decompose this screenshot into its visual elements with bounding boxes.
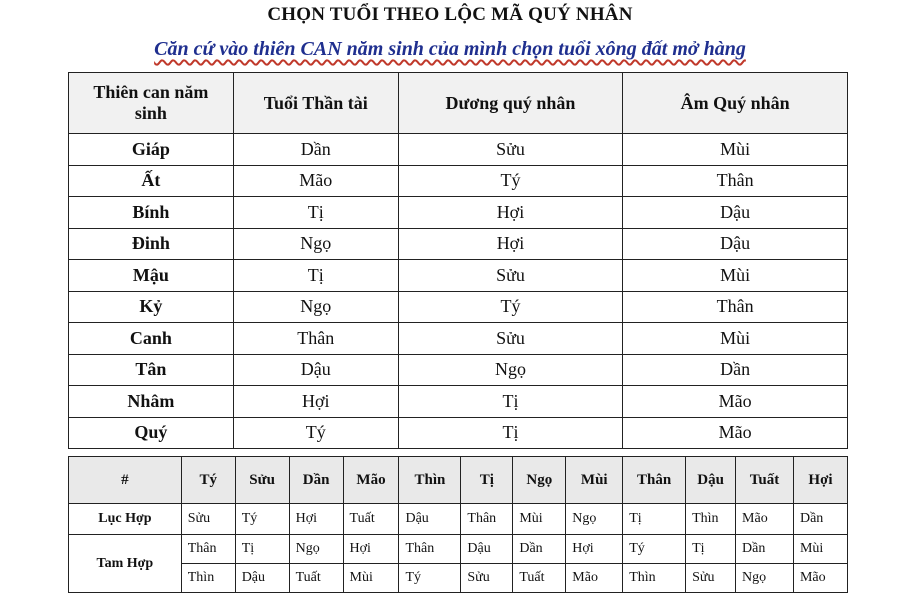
tam-hop-row	[69, 535, 848, 564]
cell-duong: Tý	[398, 165, 623, 197]
cell-can: Canh	[69, 323, 234, 355]
cell-can: Ất	[69, 165, 234, 197]
cell-than-tai: Tý	[233, 417, 398, 449]
cell-than-tai: Tị	[233, 260, 398, 292]
chi-header-row	[69, 457, 848, 504]
cell-can: Bính	[69, 197, 234, 229]
header-chi: Tý	[181, 457, 235, 504]
header-chi: Thân	[623, 457, 686, 504]
cell-duong: Hợi	[398, 197, 623, 229]
luc-hop-cell: Tý	[235, 504, 289, 535]
cell-than-tai: Dậu	[233, 354, 398, 386]
tam-hop-cell: Tuất	[289, 564, 343, 593]
luc-hop-cell: Tị	[623, 504, 686, 535]
header-chi: Mùi	[566, 457, 623, 504]
table-row	[69, 228, 848, 260]
header-duong-quy-nhan: Dương quý nhân	[398, 73, 623, 134]
cell-am: Mùi	[623, 260, 848, 292]
tam-hop-cell: Ngọ	[736, 564, 794, 593]
cell-than-tai: Tị	[233, 197, 398, 229]
page-subtitle: Căn cứ vào thiên CAN năm sinh của mình chọn tuổi xông đất mở hàng	[154, 38, 746, 60]
cell-am: Mão	[623, 417, 848, 449]
luc-hop-cell: Ngọ	[566, 504, 623, 535]
chi-hop-table	[68, 456, 848, 593]
cell-can: Kỷ	[69, 291, 234, 323]
header-chi: Hợi	[793, 457, 847, 504]
cell-duong: Sửu	[398, 260, 623, 292]
luc-hop-cell: Sửu	[181, 504, 235, 535]
cell-than-tai: Thân	[233, 323, 398, 355]
tam-hop-cell: Dần	[736, 535, 794, 564]
tam-hop-cell: Hợi	[566, 535, 623, 564]
cell-duong: Ngọ	[398, 354, 623, 386]
tam-hop-cell: Tý	[399, 564, 461, 593]
table-row	[69, 417, 848, 449]
table-row	[69, 354, 848, 386]
cell-am: Thân	[623, 165, 848, 197]
header-thien-can: Thiên can năm sinh	[69, 73, 234, 134]
cell-am: Mùi	[623, 134, 848, 166]
tam-hop-cell: Mão	[793, 564, 847, 593]
tam-hop-cell: Hợi	[343, 535, 399, 564]
header-am-quy-nhan: Âm Quý nhân	[623, 73, 848, 134]
header-chi: Thìn	[399, 457, 461, 504]
luc-hop-cell: Thìn	[686, 504, 736, 535]
tam-hop-label: Tam Hợp	[69, 535, 182, 593]
header-chi: Dậu	[686, 457, 736, 504]
page-title: CHỌN TUỔI THEO LỘC MÃ QUÝ NHÂN	[267, 4, 633, 25]
tam-hop-cell: Thìn	[623, 564, 686, 593]
table-row	[69, 197, 848, 229]
cell-am: Mùi	[623, 323, 848, 355]
luc-hop-cell: Tuất	[343, 504, 399, 535]
table-row	[69, 165, 848, 197]
cell-can: Nhâm	[69, 386, 234, 418]
tam-hop-cell: Mão	[566, 564, 623, 593]
tam-hop-cell: Ngọ	[289, 535, 343, 564]
luc-hop-label: Lục Hợp	[69, 504, 182, 535]
cell-than-tai: Hợi	[233, 386, 398, 418]
header-chi: Tị	[461, 457, 513, 504]
loc-ma-quy-nhan-table	[68, 72, 848, 449]
header-chi: Dần	[289, 457, 343, 504]
cell-duong: Tị	[398, 417, 623, 449]
cell-am: Dậu	[623, 197, 848, 229]
header-chi: Mão	[343, 457, 399, 504]
luc-hop-cell: Hợi	[289, 504, 343, 535]
cell-can: Giáp	[69, 134, 234, 166]
tam-hop-cell: Dần	[513, 535, 566, 564]
tam-hop-cell: Sửu	[461, 564, 513, 593]
cell-duong: Sửu	[398, 323, 623, 355]
table-row	[69, 260, 848, 292]
luc-hop-cell: Thân	[461, 504, 513, 535]
cell-duong: Tý	[398, 291, 623, 323]
header-chi: Ngọ	[513, 457, 566, 504]
cell-duong: Tị	[398, 386, 623, 418]
luc-hop-cell: Mùi	[513, 504, 566, 535]
header-chi: Tuất	[736, 457, 794, 504]
tam-hop-cell: Tý	[623, 535, 686, 564]
cell-am: Dậu	[623, 228, 848, 260]
table-row	[69, 134, 848, 166]
tam-hop-row	[69, 564, 848, 593]
cell-am: Thân	[623, 291, 848, 323]
header-than-tai: Tuổi Thần tài	[233, 73, 398, 134]
tam-hop-cell: Mùi	[343, 564, 399, 593]
luc-hop-cell: Dậu	[399, 504, 461, 535]
cell-than-tai: Dần	[233, 134, 398, 166]
cell-duong: Sửu	[398, 134, 623, 166]
tam-hop-cell: Tị	[686, 535, 736, 564]
table-row	[69, 323, 848, 355]
tam-hop-cell: Dậu	[461, 535, 513, 564]
cell-can: Mậu	[69, 260, 234, 292]
cell-can: Quý	[69, 417, 234, 449]
cell-than-tai: Ngọ	[233, 291, 398, 323]
table-header-row	[69, 73, 848, 134]
header-chi: Sửu	[235, 457, 289, 504]
tam-hop-cell: Thìn	[181, 564, 235, 593]
tam-hop-cell: Mùi	[793, 535, 847, 564]
tam-hop-cell: Tuất	[513, 564, 566, 593]
luc-hop-cell: Dần	[793, 504, 847, 535]
luc-hop-row	[69, 504, 848, 535]
tam-hop-cell: Dậu	[235, 564, 289, 593]
luc-hop-cell: Mão	[736, 504, 794, 535]
tam-hop-cell: Thân	[399, 535, 461, 564]
cell-am: Mão	[623, 386, 848, 418]
cell-can: Đinh	[69, 228, 234, 260]
table-row	[69, 386, 848, 418]
header-hash: #	[69, 457, 182, 504]
tam-hop-cell: Tị	[235, 535, 289, 564]
cell-am: Dần	[623, 354, 848, 386]
cell-can: Tân	[69, 354, 234, 386]
tam-hop-cell: Thân	[181, 535, 235, 564]
cell-duong: Hợi	[398, 228, 623, 260]
table-row	[69, 291, 848, 323]
cell-than-tai: Mão	[233, 165, 398, 197]
cell-than-tai: Ngọ	[233, 228, 398, 260]
tam-hop-cell: Sửu	[686, 564, 736, 593]
